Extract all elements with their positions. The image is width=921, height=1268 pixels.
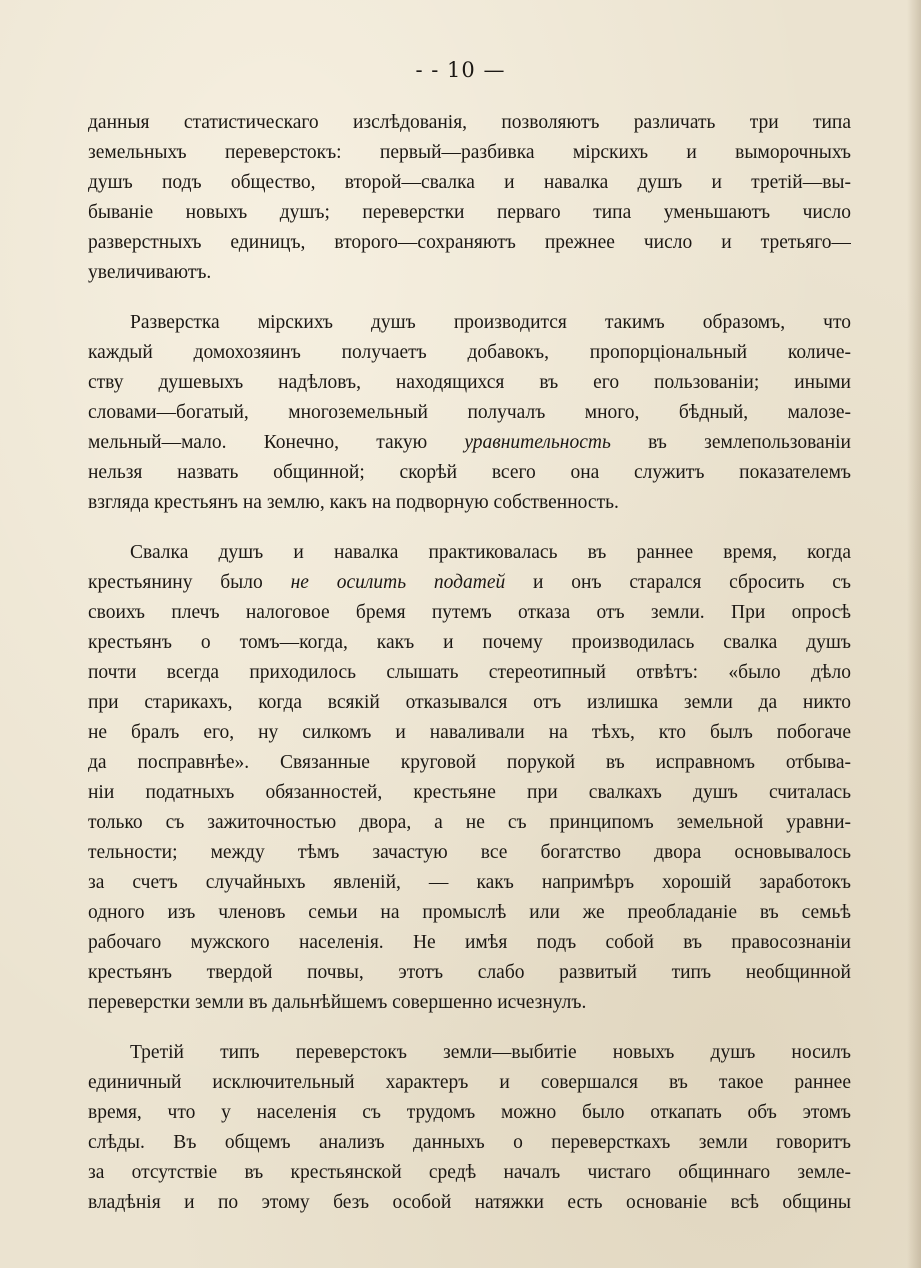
paragraph xyxy=(88,538,851,1018)
text-line: душъ подъ общество, второй—свалка и навалка душъ и третій—вы- xyxy=(88,172,851,193)
text-line: владѣнія и по этому безъ особой натяжки есть основаніе всѣ общины xyxy=(88,1192,851,1213)
paragraph xyxy=(88,108,851,288)
text-run: крестьянину было xyxy=(88,572,291,593)
text-line: только съ зажиточностью двора, а не съ принципомъ земельной уравни- xyxy=(88,812,851,833)
text-line: при старикахъ, когда всякій отказывался отъ излишка земли да никто xyxy=(88,692,851,713)
text-run: въ землепользованіи xyxy=(610,432,851,453)
text-line: нельзя назвать общинной; скорѣй всего она служитъ показателемъ xyxy=(88,462,851,483)
paragraph xyxy=(88,1038,851,1218)
text-line: почти всегда приходилось слышать стереотипный отвѣтъ: «было дѣло xyxy=(88,662,851,683)
text-line: разверстныхъ единицъ, второго—сохраняютъ прежнее число и третьяго— xyxy=(88,232,851,253)
text-line xyxy=(88,568,851,598)
text-line: за счетъ случайныхъ явленій, — какъ напримѣръ хорошій заработокъ xyxy=(88,872,851,893)
page-number: - - 10 — xyxy=(415,58,506,82)
text-line: Разверстка мірскихъ душъ производится такимъ образомъ, что xyxy=(130,312,851,333)
italic-emphasis: не осилить податей xyxy=(290,572,506,593)
text-run: мельный—мало. Конечно, такую xyxy=(88,432,465,453)
text-line: крестьянъ твердой почвы, этотъ слабо развитый типъ необщинной xyxy=(88,962,851,983)
text-line: слѣды. Въ общемъ анализъ данныхъ о переверсткахъ земли говоритъ xyxy=(88,1132,851,1153)
text-line: одного изъ членовъ семьи на промыслѣ или же преобладаніе въ семьѣ xyxy=(88,902,851,923)
text-line: взгляда крестьянъ на землю, какъ на подворную собственность. xyxy=(88,492,619,513)
text-line: тельности; между тѣмъ зачастую все богатство двора основывалось xyxy=(88,842,851,863)
text-line: да посправнѣе». Связанные круговой порукой въ исправномъ отбыва- xyxy=(88,752,851,773)
text-line: Третій типъ переверстокъ земли—выбитіе новыхъ душъ носилъ xyxy=(130,1042,851,1063)
text-line xyxy=(88,428,851,458)
text-line: не бралъ его, ну силкомъ и наваливали на тѣхъ, кто былъ побогаче xyxy=(88,722,851,743)
text-line: переверстки земли въ дальнѣйшемъ совершенно исчезнулъ. xyxy=(88,992,587,1013)
text-line: крестьянъ о томъ—когда, какъ и почему производилась свалка душъ xyxy=(88,632,851,653)
text-line: увеличиваютъ. xyxy=(88,262,212,283)
text-line: данныя статистическаго изслѣдованія, позволяютъ различать три типа xyxy=(88,112,851,133)
paragraph xyxy=(88,308,851,518)
text-line: бываніе новыхъ душъ; переверстки перваго типа уменьшаютъ число xyxy=(88,202,851,223)
text-line: рабочаго мужского населенія. Не имѣя подъ собой въ правосознаніи xyxy=(88,932,851,953)
text-line: время, что у населенія съ трудомъ можно было откапать объ этомъ xyxy=(88,1102,851,1123)
text-line: Свалка душъ и навалка практиковалась въ раннее время, когда xyxy=(130,542,851,563)
text-line: своихъ плечъ налоговое бремя путемъ отказа отъ земли. При опросѣ xyxy=(88,602,851,623)
text-line: земельныхъ переверстокъ: первый—разбивка мірскихъ и выморочныхъ xyxy=(88,142,851,163)
italic-emphasis: уравнительность xyxy=(464,432,611,453)
text-line: ству душевыхъ надѣловъ, находящихся въ его пользованіи; иными xyxy=(88,372,851,393)
text-run: и онъ старался сбросить съ xyxy=(505,572,851,593)
text-body xyxy=(88,108,851,1238)
text-line: единичный исключительный характеръ и совершался въ такое раннее xyxy=(88,1072,851,1093)
text-line: ніи податныхъ обязанностей, крестьяне при свалкахъ душъ считалась xyxy=(88,782,851,803)
text-line: за отсутствіе въ крестьянской средѣ началъ чистаго общиннаго земле- xyxy=(88,1162,851,1183)
text-line: каждый домохозяинъ получаетъ добавокъ, пропорціональный количе- xyxy=(88,342,851,363)
text-line: словами—богатый, многоземельный получалъ много, бѣдный, малозе- xyxy=(88,402,851,423)
